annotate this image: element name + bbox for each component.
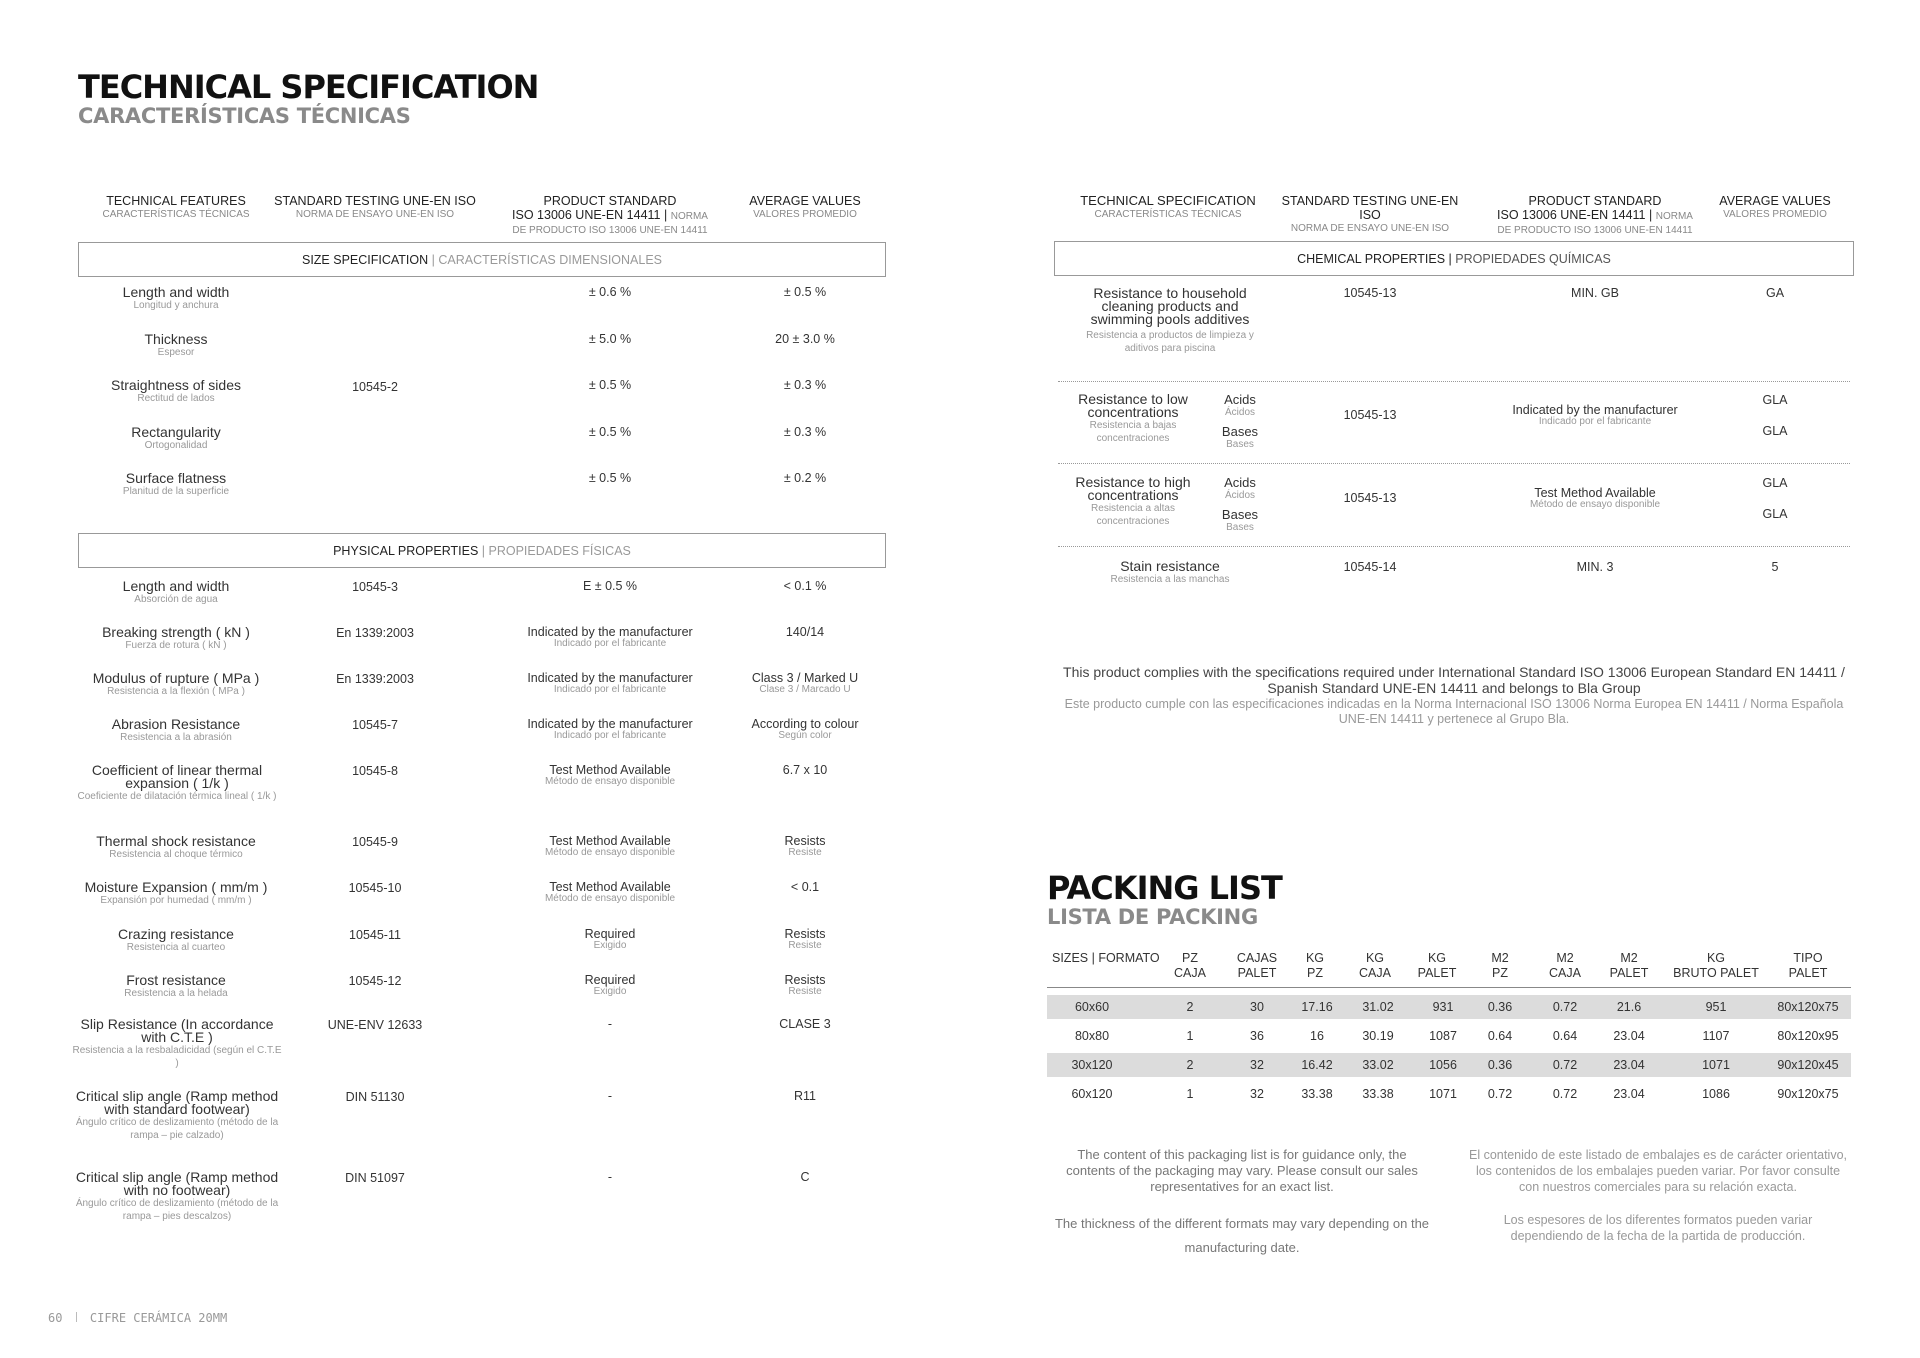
packing-cell: 30 (1250, 1000, 1264, 1014)
header-features: TECHNICAL FEATURES CARACTERÍSTICAS TÉCNICAS (102, 194, 250, 220)
packing-cell: 951 (1705, 1000, 1727, 1014)
packing-column-header: CAJAS PALET (1236, 951, 1278, 980)
physical-row-standard: DIN 51130 (345, 1090, 405, 1104)
chemical-section-header: CHEMICAL PROPERTIES | PROPIEDADES QUÍMICAS (1054, 241, 1854, 276)
packing-column-header: KG PZ (1305, 951, 1325, 980)
packing-cell: 0.72 (1487, 1087, 1513, 1101)
physical-row-standard: 10545-8 (352, 764, 398, 778)
packing-cell: 16.42 (1301, 1058, 1333, 1072)
divider (1058, 381, 1850, 382)
size-row-product: ± 5.0 % (588, 332, 632, 346)
size-row-average: ± 0.3 % (783, 425, 827, 439)
physical-row-standard: 10545-11 (349, 928, 401, 942)
packing-cell: 23.04 (1613, 1029, 1645, 1043)
packing-cell: 23.04 (1613, 1058, 1645, 1072)
size-row-feature: Straightness of sides Rectitud de lados (111, 377, 241, 404)
physical-row-average: According to colour Según color (751, 717, 859, 741)
physical-row-standard: En 1339:2003 (336, 672, 414, 686)
chem-low-product: Indicated by the manufacturer Indicado por el fabricante (1512, 403, 1678, 427)
size-row-feature: Thickness Espesor (144, 331, 208, 358)
physical-row-product: - (607, 1089, 613, 1103)
packing-cell: 31.02 (1362, 1000, 1394, 1014)
packing-table-row (1047, 1082, 1851, 1106)
packing-note-2-es: Los espesores de los diferentes formatos pueden variar dependiendo de la fecha de la partida de producción. (1503, 1213, 1813, 1243)
packing-cell: 931 (1432, 1000, 1454, 1014)
header-standard: STANDARD TESTING UNE-EN ISO NORMA DE ENSAYO UNE-EN ISO (274, 194, 476, 220)
physical-row-average: 6.7 x 10 (782, 763, 828, 777)
packing-cell: 32 (1250, 1058, 1264, 1072)
physical-row-feature: Critical slip angle (Ramp method with standard footwear) Ángulo crítico de deslizamiento (método de la rampa – pie calzado) (75, 1088, 279, 1141)
packing-cell: 90x120x75 (1777, 1087, 1839, 1101)
size-row-feature: Surface flatness Planitud de la superficie (122, 470, 230, 497)
physical-row-standard: UNE-ENV 12633 (327, 1018, 423, 1032)
packing-cell: 80x120x95 (1777, 1029, 1839, 1043)
packing-cell: 2 (1186, 1000, 1194, 1014)
packing-cell: 36 (1250, 1029, 1264, 1043)
physical-row-average: Resists Resiste (784, 927, 826, 951)
chem-low-feature: Resistance to low concentrations Resistencia a bajas concentraciones (1078, 391, 1188, 444)
packing-cell: 80x120x75 (1777, 1000, 1839, 1014)
physical-row-standard: En 1339:2003 (336, 626, 414, 640)
right-header-product-standard: PRODUCT STANDARD ISO 13006 UNE-EN 14411 | NORMA DE PRODUCTO ISO 13006 UNE-EN 14411 (1497, 194, 1693, 236)
packing-table-row (1047, 1053, 1851, 1077)
physical-row-feature: Modulus of rupture ( MPa ) Resistencia a la flexión ( MPa ) (92, 670, 260, 697)
compliance-text-es: Este producto cumple con las especificaciones indicadas en la Norma Internacional ISO 13006 Norma Europea EN 14411 / Norma Española UNE-EN 14411 y pertenece al Grupo Bla. (1064, 697, 1844, 726)
chem-high-standard: 10545-13 (1343, 491, 1397, 505)
packing-cell: 33.02 (1362, 1058, 1394, 1072)
physical-row-feature: Breaking strength ( kN ) Fuerza de rotura ( kN ) (102, 624, 250, 651)
physical-row-product: Test Method Available Método de ensayo disponible (544, 880, 676, 904)
chem-high-feature: Resistance to high concentrations Resistencia a altas concentraciones (1075, 474, 1191, 527)
size-row-feature: Length and width Longitud y anchura (122, 284, 230, 311)
chem-high-average-acids: GLA (1762, 476, 1788, 490)
physical-row-product: E ± 0.5 % (582, 579, 638, 593)
packing-cell: 17.16 (1301, 1000, 1333, 1014)
right-header-average: AVERAGE VALUES VALORES PROMEDIO (1719, 194, 1831, 220)
packing-cell: 1086 (1702, 1087, 1730, 1101)
physical-row-standard: 10545-10 (348, 881, 402, 895)
physical-row-standard: 10545-3 (352, 580, 398, 594)
size-row-product: ± 0.5 % (588, 471, 632, 485)
footer (48, 1311, 227, 1325)
size-section-header: SIZE SPECIFICATION | CARACTERÍSTICAS DIMENSIONALES (78, 242, 886, 277)
physical-row-average: C (800, 1170, 810, 1184)
size-row-feature: Rectangularity Ortogonalidad (131, 424, 221, 451)
packing-note-1-en: The content of this packaging list is for guidance only, the contents of the packaging may vary. Please consult our sales representatives for an exact list. (1066, 1147, 1418, 1194)
physical-row-standard: 10545-7 (352, 718, 398, 732)
physical-row-average: < 0.1 % (783, 579, 827, 593)
packing-cell: 80x80 (1074, 1029, 1110, 1043)
packing-column-header: TIPO PALET (1788, 951, 1828, 980)
packing-column-header: M2 CAJA (1549, 951, 1581, 980)
physical-row-feature: Crazing resistance Resistencia al cuarteo (118, 926, 234, 953)
size-row-average: ± 0.3 % (783, 378, 827, 392)
packing-column-header: SIZES | FORMATO (1052, 951, 1160, 965)
physical-section-header: PHYSICAL PROPERTIES | PROPIEDADES FÍSICAS (78, 533, 886, 568)
physical-row-product: - (607, 1017, 613, 1031)
packing-cell: 1107 (1702, 1029, 1730, 1043)
physical-row-standard: 10545-9 (352, 835, 398, 849)
packing-cell: 90x120x45 (1777, 1058, 1839, 1072)
chem-stain-product: MIN. 3 (1576, 560, 1614, 574)
page-title: TECHNICAL SPECIFICATION (78, 68, 539, 106)
page-subtitle: CARACTERÍSTICAS TÉCNICAS (78, 104, 411, 128)
packing-cell: 0.64 (1552, 1029, 1578, 1043)
chem-stain-average: 5 (1771, 560, 1779, 574)
size-row-product: ± 0.5 % (588, 378, 632, 392)
physical-row-average: Resists Resiste (784, 834, 826, 858)
packing-cell: 30x120 (1071, 1058, 1113, 1072)
physical-row-feature: Length and width Absorción de agua (122, 578, 230, 605)
physical-row-average: Resists Resiste (784, 973, 826, 997)
packing-cell: 23.04 (1613, 1087, 1645, 1101)
chem-household-product: MIN. GB (1571, 286, 1619, 300)
packing-table-row (1047, 995, 1851, 1019)
right-header-spec: TECHNICAL SPECIFICATION CARACTERÍSTICAS TÉCNICAS (1080, 193, 1256, 220)
physical-row-feature: Frost resistance Resistencia a la helada (124, 972, 228, 999)
chem-high-average-bases: GLA (1762, 507, 1788, 521)
chem-low-average-bases: GLA (1762, 424, 1788, 438)
chem-stain-standard: 10545-14 (1343, 560, 1397, 574)
packing-cell: 1071 (1702, 1058, 1730, 1072)
packing-cell: 60x120 (1071, 1087, 1113, 1101)
physical-row-feature: Thermal shock resistance Resistencia al choque térmico (96, 833, 256, 860)
packing-column-header: M2 PALET (1609, 951, 1649, 980)
packing-cell: 60x60 (1074, 1000, 1110, 1014)
physical-row-feature: Slip Resistance (In accordance with C.T.E ) Resistencia a la resbaladicidad (según el C.T.E ) (72, 1016, 282, 1069)
header-average: AVERAGE VALUES VALORES PROMEDIO (749, 194, 861, 220)
physical-row-feature: Moisture Expansion ( mm/m ) Expansión por humedad ( mm/m ) (84, 879, 268, 906)
packing-column-header: PZ CAJA (1174, 951, 1206, 980)
chem-household-average: GA (1765, 286, 1785, 300)
packing-cell: 1056 (1429, 1058, 1457, 1072)
packing-subtitle: LISTA DE PACKING (1047, 905, 1258, 929)
packing-column-header: KG BRUTO PALET (1673, 951, 1759, 980)
packing-cell: 0.36 (1487, 1000, 1513, 1014)
size-row-average: ± 0.2 % (783, 471, 827, 485)
physical-row-product: Required Exigido (584, 927, 636, 951)
packing-cell: 30.19 (1362, 1029, 1394, 1043)
chem-low-average-acids: GLA (1762, 393, 1788, 407)
packing-note-1-es: El contenido de este listado de embalajes es de carácter orientativo, los contenidos de los embalajes pueden variar. Por favor consulte con nuestros comerciales para su relación exacta. (1468, 1148, 1847, 1194)
chem-high-product: Test Method Available Método de ensayo disponible (1529, 486, 1661, 510)
physical-row-product: Test Method Available Método de ensayo disponible (544, 834, 676, 858)
page-number: 60 (48, 1311, 63, 1325)
packing-cell: 33.38 (1301, 1087, 1333, 1101)
physical-row-average: Class 3 / Marked U Clase 3 / Marcado U (751, 671, 859, 695)
size-row-product: ± 0.5 % (588, 425, 632, 439)
right-header-standard: STANDARD TESTING UNE-EN ISO NORMA DE ENSAYO UNE-EN ISO (1281, 194, 1459, 234)
packing-cell: 0.72 (1552, 1000, 1578, 1014)
physical-row-feature: Coefficient of linear thermal expansion ( 1/k ) Coeficiente de dilatación térmica lineal ( 1/k ) (77, 762, 277, 802)
chem-stain-feature: Stain resistance Resistencia a las manchas (1110, 558, 1230, 585)
packing-cell: 0.36 (1487, 1058, 1513, 1072)
packing-cell: 1087 (1429, 1029, 1457, 1043)
physical-row-product: Required Exigido (584, 973, 636, 997)
packing-cell: 0.64 (1487, 1029, 1513, 1043)
packing-column-header: KG CAJA (1359, 951, 1391, 980)
packing-cell: 0.72 (1552, 1087, 1578, 1101)
physical-row-average: < 0.1 (790, 880, 820, 894)
physical-row-average: R11 (793, 1089, 816, 1103)
brand-name: CIFRE CERÁMICA 20MM (89, 1311, 228, 1325)
physical-row-product: - (607, 1170, 613, 1184)
packing-cell: 16 (1310, 1029, 1324, 1043)
physical-row-product: Indicated by the manufacturer Indicado por el fabricante (527, 625, 693, 649)
packing-title: PACKING LIST (1047, 869, 1282, 907)
divider (1058, 463, 1850, 464)
size-row-standard: 10545-2 (352, 380, 398, 394)
physical-row-product: Indicated by the manufacturer Indicado por el fabricante (527, 717, 693, 741)
size-row-product: ± 0.6 % (588, 285, 632, 299)
divider (1058, 546, 1850, 547)
packing-cell: 2 (1186, 1058, 1194, 1072)
packing-cell: 32 (1250, 1087, 1264, 1101)
packing-header-rule (1047, 987, 1851, 988)
header-product-standard: PRODUCT STANDARD ISO 13006 UNE-EN 14411 | NORMA DE PRODUCTO ISO 13006 UNE-EN 14411 (512, 194, 708, 236)
packing-table-row (1047, 1024, 1851, 1048)
packing-cell: 1 (1186, 1029, 1194, 1043)
physical-row-product: Test Method Available Método de ensayo disponible (544, 763, 676, 787)
packing-cell: 21.6 (1616, 1000, 1642, 1014)
compliance-text-en: This product complies with the specifications required under International Standard ISO 13006 European Standard EN 14411 / Spanish Standard UNE-EN 14411 and belongs to Bla Group (1063, 664, 1845, 696)
chem-high-types: Acids Ácidos Bases Bases (1221, 475, 1259, 533)
physical-row-feature: Abrasion Resistance Resistencia a la abrasión (111, 716, 241, 743)
chem-household-feature: Resistance to household cleaning products and swimming pools additives Resistencia a productos de limpieza y aditivos para piscina (1086, 285, 1254, 354)
chem-low-standard: 10545-13 (1343, 408, 1397, 422)
chem-low-types: Acids Ácidos Bases Bases (1221, 392, 1259, 450)
physical-row-standard: 10545-12 (348, 974, 402, 988)
chem-household-standard: 10545-13 (1343, 286, 1397, 300)
packing-cell: 33.38 (1362, 1087, 1394, 1101)
packing-cell: 1 (1186, 1087, 1194, 1101)
packing-note-2-en: The thickness of the different formats may vary depending on the manufacturing date. (1054, 1216, 1430, 1255)
packing-cell: 1071 (1429, 1087, 1457, 1101)
physical-row-average: 140/14 (785, 625, 825, 639)
physical-row-product: Indicated by the manufacturer Indicado por el fabricante (527, 671, 693, 695)
packing-column-header: M2 PZ (1491, 951, 1509, 980)
physical-row-standard: DIN 51097 (345, 1171, 405, 1185)
physical-row-average: CLASE 3 (779, 1017, 831, 1031)
physical-row-feature: Critical slip angle (Ramp method with no footwear) Ángulo crítico de deslizamiento (método de la rampa – pies descalzos) (75, 1169, 279, 1222)
packing-cell: 0.72 (1552, 1058, 1578, 1072)
packing-column-header: KG PALET (1417, 951, 1457, 980)
size-row-average: 20 ± 3.0 % (775, 332, 835, 346)
size-row-average: ± 0.5 % (783, 285, 827, 299)
